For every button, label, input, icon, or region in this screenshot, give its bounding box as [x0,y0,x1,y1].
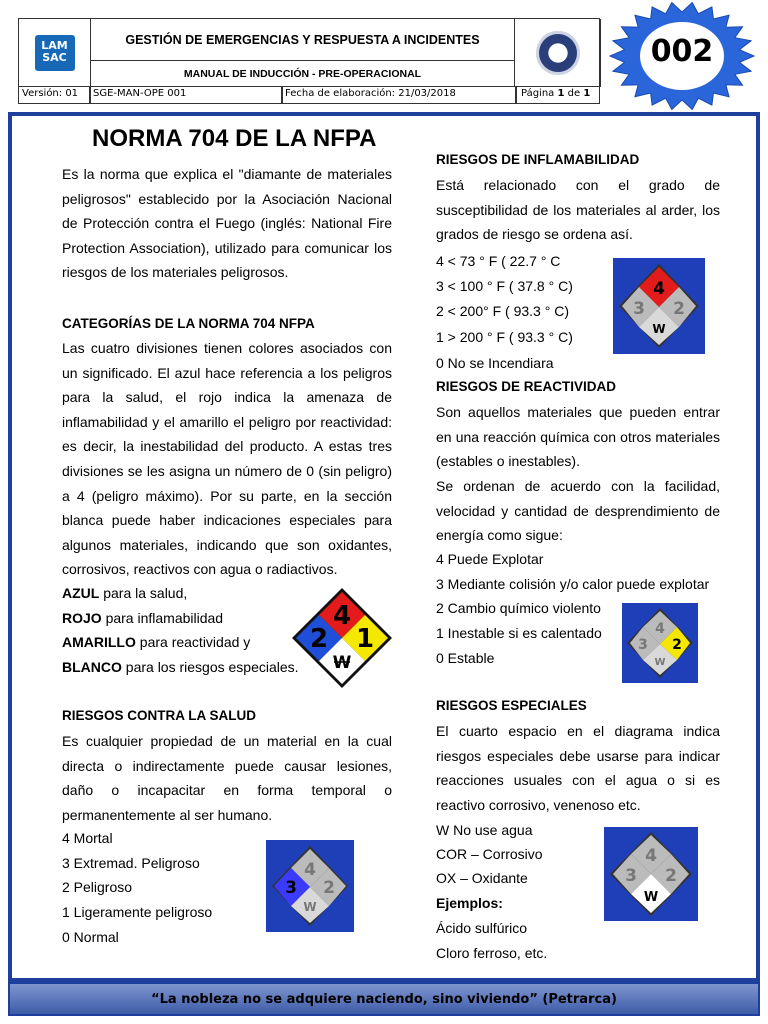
flammability-level-4: 4 < 73 ° F ( 22.7 ° C [436,253,561,269]
document-header [18,18,600,104]
logo-cell [19,19,91,87]
reactivity-level-4: 4 Puede Explotar [436,551,544,567]
category-item-yellow: AMARILLO para reactividad y [62,634,251,650]
company-logo: LAM SAC [35,35,75,71]
categories-paragraph: Las cuatro divisiones tienen colores asociados con un significado. El azul hace referencia a los peligros para la salud, el rojo indica la amenaza de inflamabilidad y el amarillo el peligro por reactividad: es decir, la inestabilidad del producto. A estas tres divisiones se les asigna un número de 0 (sin peligro) a 4 (peligro máximo). Por su parte, en la sección blanca puede haber indicaciones especiales para algunos materiales, indicando que son oxidantes, corrosivos, reactivos con agua o radiactivos. [62,340,392,578]
svg-text:3: 3 [285,878,297,898]
reactivity-paragraph-2: Se ordenan de acuerdo con la facilidad, velocidad y cantidad de desprendimiento de energía como sigue: [436,478,720,544]
elaboration-date: Fecha de elaboración: 21/03/2018 [285,88,456,99]
reactivity-heading: RIESGOS DE REACTIVIDAD [436,379,617,394]
svg-text:W: W [643,890,659,905]
reactivity-level-2: 2 Cambio químico violento [436,600,601,616]
reactivity-level-0: 0 Estable [436,650,495,666]
svg-text:3: 3 [625,866,637,886]
svg-text:W: W [303,900,317,914]
nfpa-diamond-health [266,840,354,932]
emergency-seal-icon [536,31,580,75]
flammability-level-3: 3 < 100 ° F ( 37.8 ° C) [436,278,573,294]
diamond-left-value: 2 [309,624,329,654]
page-number: Página 1 de 1 [521,88,591,99]
document-number-badge [606,0,756,112]
special-paragraph: El cuarto espacio en el diagrama indica riesgos especiales debe usarse para indicar reacciones usuales con el agua o si es reactivo corrosivo, venenoso etc. [436,723,720,813]
document-code: SGE-MAN-OPE 001 [93,88,187,99]
health-level-3: 3 Extremad. Peligroso [62,855,200,871]
intro-paragraph: Es la norma que explica el "diamante de materiales peligrosos" establecido por la Asociación Nacional de Protección contra el Fuego (inglés: National Fire Protection Association), utilizado para comunicar los riesgos de los materiales peligrosos. [62,166,392,281]
nfpa-diamond-reactivity [622,603,698,683]
flammability-paragraph: Está relacionado con el grado de susceptibilidad de los materiales al arder, los grados de riesgo se ordena así. [436,177,720,243]
example-1: Ácido sulfúrico [436,920,528,936]
svg-text:W: W [654,657,666,668]
nfpa-diamond-special [604,827,698,921]
health-paragraph: Es cualquier propiedad de un material en la cual directa o indirectamente puede causar lesiones, daño o incapacitar en forma temporal o permanentemente al ser humano. [62,733,392,823]
page-title: NORMA 704 DE LA NFPA [92,125,377,152]
nfpa-diamond-flammability [613,258,705,354]
category-item-red: ROJO para inflamabilidad [62,610,224,626]
svg-text:2: 2 [672,637,682,653]
seal-cell [515,19,601,87]
special-code-cor: COR – Corrosivo [436,846,543,862]
svg-text:3: 3 [638,637,648,653]
flammability-heading: RIESGOS DE INFLAMABILIDAD [436,152,640,167]
svg-text:4: 4 [653,279,665,299]
badge-number: 002 [650,34,714,69]
svg-text:4: 4 [655,621,665,637]
footer-quote: “La nobleza no se adquiere naciendo, sino viviendo” (Petrarca) [8,982,760,1016]
svg-text:4: 4 [304,860,316,880]
health-level-4: 4 Mortal [62,830,113,846]
health-level-1: 1 Ligeramente peligroso [62,904,213,920]
flammability-level-2: 2 < 200° F ( 93.3 ° C) [436,303,569,319]
header-title: GESTIÓN DE EMERGENCIAS Y RESPUESTA A INCIDENTES [91,19,515,61]
reactivity-paragraph-1: Son aquellos materiales que pueden entrar en una reacción química con otros materiales (estables o inestables). [436,404,720,470]
diamond-top-value: 4 [332,601,352,631]
nfpa-diamond-color [290,586,394,690]
special-heading: RIESGOS ESPECIALES [436,698,587,713]
svg-text:2: 2 [323,878,335,898]
special-code-ox: OX – Oxidante [436,870,528,886]
health-level-2: 2 Peligroso [62,879,133,895]
header-meta-row [19,87,599,103]
health-level-0: 0 Normal [62,929,119,945]
health-heading: RIESGOS CONTRA LA SALUD [62,708,257,723]
svg-text:4: 4 [645,846,657,866]
svg-text:2: 2 [665,866,677,886]
flammability-level-0: 0 No se Incendiara [436,355,554,371]
svg-text:2: 2 [673,299,685,319]
svg-text:3: 3 [633,299,645,319]
svg-text:W: W [652,322,666,336]
categories-heading: CATEGORÍAS DE LA NORMA 704 NFPA [62,316,315,331]
example-2: Cloro ferroso, etc. [436,945,548,961]
diamond-bottom-value: W [332,653,352,673]
reactivity-level-3: 3 Mediante colisión y/o calor puede explotar [436,576,710,592]
reactivity-level-1: 1 Inestable si es calentado [436,625,602,641]
version-label: Versión: 01 [22,88,79,99]
examples-label: Ejemplos: [436,895,503,911]
category-item-white: BLANCO para los riesgos especiales. [62,659,299,675]
flammability-level-1: 1 > 200 ° F ( 93.3 ° C) [436,329,573,345]
category-item-blue: AZUL para la salud, [62,585,188,601]
diamond-right-value: 1 [355,624,375,654]
special-code-w: W No use agua [436,822,533,838]
header-subtitle: MANUAL DE INDUCCIÓN - PRE-OPERACIONAL [91,61,515,87]
